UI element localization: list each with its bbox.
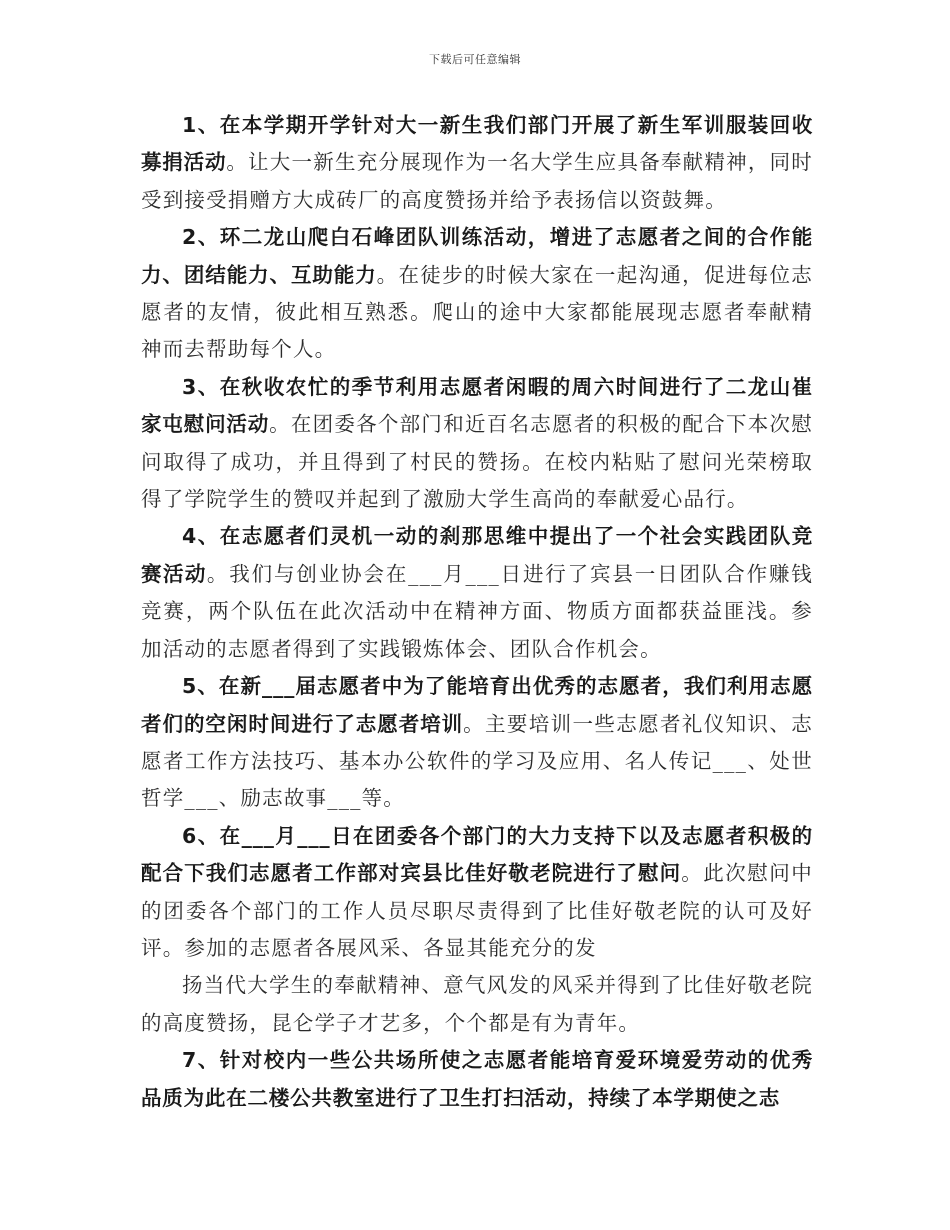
paragraph-lead: 6、在___月___日在团委各个部门的大力支持下以及志愿者积极的配合下我们志愿者工作部对宾县比佳好敬老院进行了慰问 xyxy=(141,823,813,886)
paragraph-7 xyxy=(141,1042,813,1117)
paragraph-2 xyxy=(141,219,813,369)
paragraph-lead: 5、在新___届志愿者中为了能培育出优秀的志愿者，我们利用志愿者们的空闲时间进行了志愿者培训 xyxy=(141,674,813,736)
header-note: 下载后可任意编辑 xyxy=(429,53,521,66)
paragraph-lead: 7、针对校内一些公共场所使之志愿者能培育爱环境爱劳动的优秀品质为此在二楼公共教室进行了卫生打扫活动，持续了本学期使之志 xyxy=(141,1048,813,1110)
paragraph-4 xyxy=(141,518,813,668)
paragraph-text: 。在徒步的时候大家在一起沟通，促进每位志愿者的友情，彼此相互熟悉。爬山的途中大家都能展现志愿者奉献精神而去帮助每个人。 xyxy=(141,262,813,362)
paragraph-text: 。在团委各个部门和近百名志愿者的积极的配合下本次慰问取得了成功，并且得到了村民的赞扬。在校内粘贴了慰问光荣榜取得了学院学生的赞叹并起到了激励大学生高尚的奉献爱心品行。 xyxy=(141,412,813,512)
paragraph-text: 。让大一新生充分展现作为一名大学生应具备奉献精神，同时受到接受捐赠方大成砖厂的高度赞扬并给予表扬信以资鼓舞。 xyxy=(141,150,813,212)
paragraph-lead: 3、在秋收农忙的季节利用志愿者闲暇的周六时间进行了二龙山崔家屯慰问活动 xyxy=(141,374,813,437)
paragraph-3 xyxy=(141,369,813,519)
paragraph-text: 。我们与创业协会在___月___日进行了宾县一日团队合作赚钱竞赛，两个队伍在此次活动中在精神方面、物质方面都获益匪浅。参加活动的志愿者得到了实践锻炼体会、团队合作机会。 xyxy=(141,561,814,661)
paragraph-1 xyxy=(141,107,813,219)
paragraph-lead: 2、环二龙山爬白石峰团队训练活动，增进了志愿者之间的合作能力、团结能力、互助能力 xyxy=(141,225,813,287)
paragraph-text: 扬当代大学生的奉献精神、意气风发的风采并得到了比佳好敬老院的高度赞扬，昆仑学子才艺多，个个都是有为青年。 xyxy=(141,973,813,1035)
paragraph-text: 。主要培训一些志愿者礼仪知识、志愿者工作方法技巧、基本办公软件的学习及应用、名人传记___、处世哲学___、励志故事___等。 xyxy=(141,711,814,811)
paragraph-6 xyxy=(141,818,813,968)
document-body xyxy=(141,107,813,1117)
paragraph-lead: 1、在本学期开学针对大一新生我们部门开展了新生军训服装回收募捐活动 xyxy=(141,113,813,175)
paragraph-text: 。此次慰问中的团委各个部门的工作人员尽职尽责得到了比佳好敬老院的认可及好评。参加的志愿者各展风采、各显其能充分的发 xyxy=(141,861,813,960)
paragraph-6-continued xyxy=(141,967,813,1042)
paragraph-5 xyxy=(141,668,813,818)
paragraph-lead: 4、在志愿者们灵机一动的刹那思维中提出了一个社会实践团队竞赛活动 xyxy=(141,524,813,586)
